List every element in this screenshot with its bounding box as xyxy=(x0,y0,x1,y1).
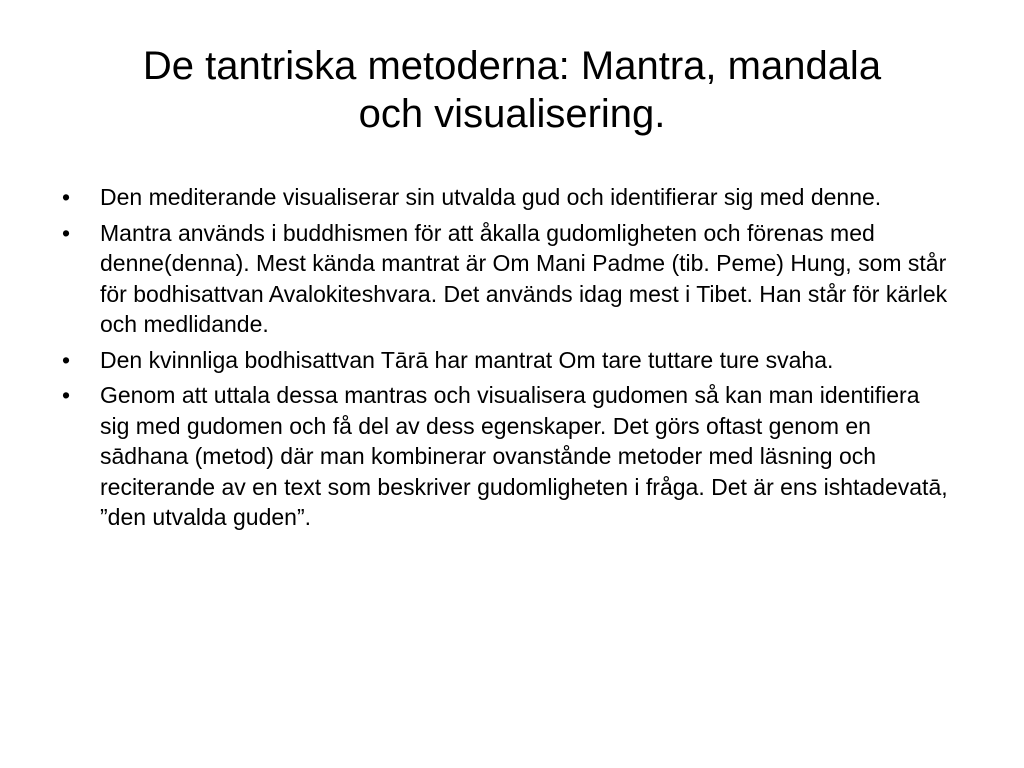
bullet-item xyxy=(62,218,952,340)
slide-title xyxy=(72,42,952,138)
bullet-icon: • xyxy=(62,346,71,373)
bullet-icon: • xyxy=(62,184,71,210)
bullet-text: Mantra används i buddhismen för att åkalla gudomligheten och förenas med denne(denna). Mest kända mantrat är Om Mani Padme (tib. Peme) Hung, som står för bodhisattvan Avalokiteshvara. Det används idag mest i Tibet. Han står för kärlek och medlidande. xyxy=(100,219,948,337)
bullet-text: Den kvinnliga bodhisattvan Tārā har mantrat Om tare tuttare ture svaha. xyxy=(100,346,834,373)
bullet-item xyxy=(62,345,952,376)
slide-title-line-1: De tantriska metoderna: Mantra, mandala xyxy=(142,44,882,88)
bullet-item xyxy=(62,182,952,213)
slide-title-line-2: och visualisering. xyxy=(358,92,666,136)
bullet-icon: • xyxy=(62,382,71,408)
bullet-text: Genom att uttala dessa mantras och visualisera gudomen så kan man identifiera sig med gudomen och få del av dess egenskaper. Det görs oftast genom en sādhana (metod) där man kombinerar ovanstånde metoder med läsning och reciterande av en text som beskriver gudomligheten i fråga. Det är ens ishtadevatā, ”den utvalda guden”. xyxy=(100,382,948,530)
bullet-icon: • xyxy=(62,219,71,246)
bullet-text: Den mediterande visualiserar sin utvalda gud och identifierar sig med denne. xyxy=(100,184,882,210)
bullet-list xyxy=(62,182,952,538)
bullet-item xyxy=(62,380,952,533)
